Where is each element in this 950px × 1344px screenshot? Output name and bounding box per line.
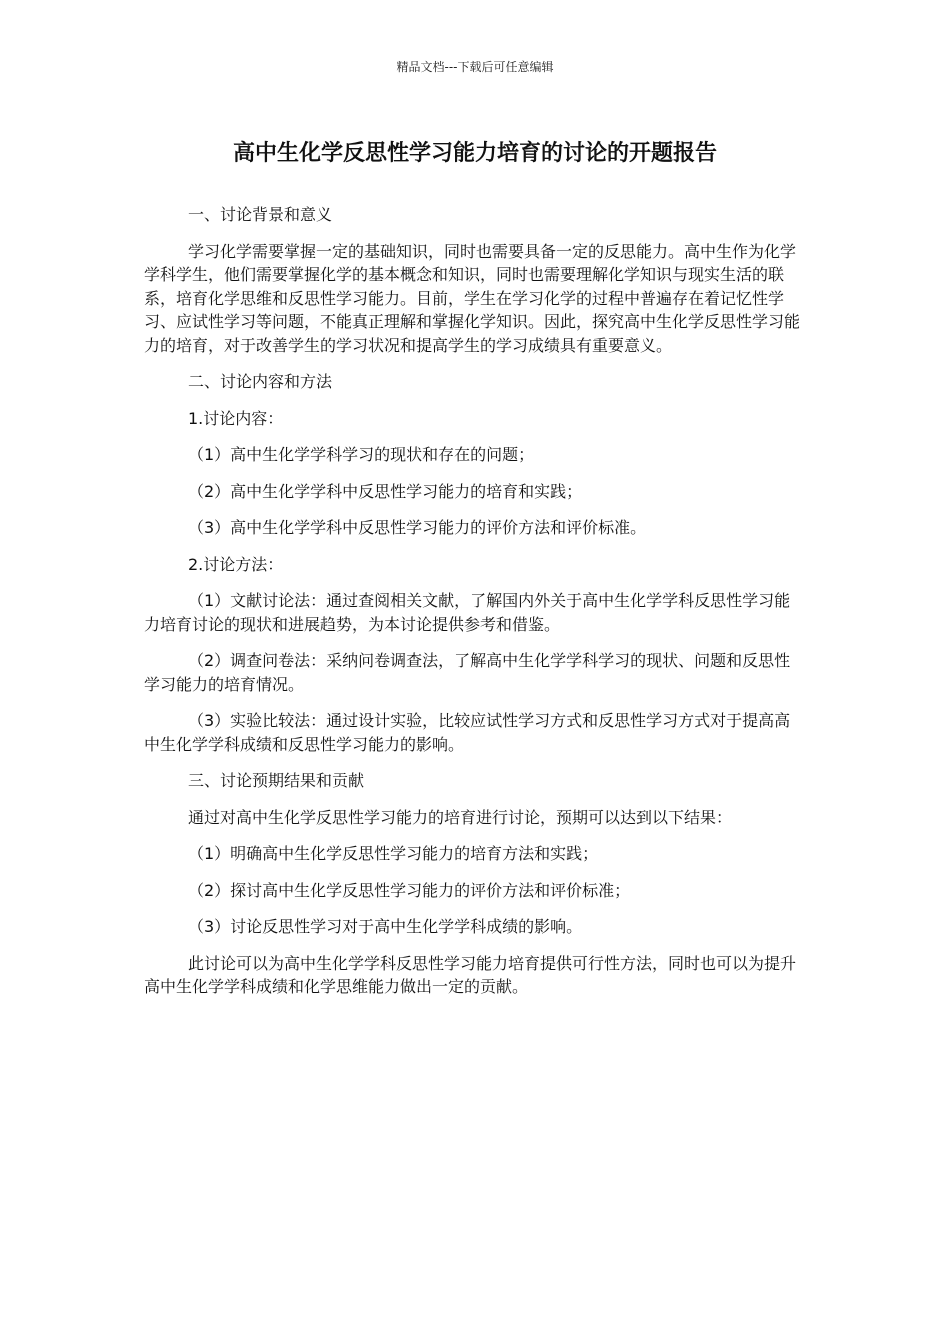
document-title: 高中生化学反思性学习能力培育的讨论的开题报告 <box>232 141 717 166</box>
section1-paragraph: 学习化学需要掌握一定的基础知识，同时也需要具备一定的反思能力。高中生作为化学学科学生，他们需要掌握化学的基本概念和知识，同时也需要理解化学知识与现实生活的联系，培育化学思维和反思性学习能力。目前，学生在学习化学的过程中普遍存在着记忆性学习、应试性学习等问题，不能真正理解和掌握化学知识。因此，探究高中生化学反思性学习能力的培育，对于改善学生的学习状况和提高学生的学习成绩具有重要意义。 <box>144 241 801 355</box>
result-item: （3）讨论反思性学习对于高中生化学学科成绩的影响。 <box>188 917 583 936</box>
content-item: （2）高中生化学学科中反思性学习能力的培育和实践； <box>188 481 583 501</box>
content-item: （3）高中生化学学科中反思性学习能力的评价方法和评价标准。 <box>188 518 647 537</box>
section1-heading: 一、讨论背景和意义 <box>188 205 333 224</box>
result-item: （2）探讨高中生化学反思性学习能力的评价方法和评价标准； <box>188 880 631 900</box>
content-subheading: 1.讨论内容： <box>188 408 284 428</box>
methods-subheading: 2.讨论方法： <box>188 554 284 574</box>
section3-heading: 三、讨论预期结果和贡献 <box>188 771 365 790</box>
method-item: （3）实验比较法：通过设计实验，比较应试性学习方式和反思性学习方式对于提高高中生化学学科成绩和反思性学习能力的影响。 <box>144 711 791 754</box>
document-body <box>144 203 806 999</box>
content-item: （1）高中生化学学科学习的现状和存在的问题； <box>188 445 535 464</box>
method-item: （2）调查问卷法：采纳问卷调查法，了解高中生化学学科学习的现状、问题和反思性学习能力的培育情况。 <box>144 651 791 694</box>
section3-intro: 通过对高中生化学反思性学习能力的培育进行讨论，预期可以达到以下结果： <box>188 807 733 827</box>
page-header-note: 精品文档---下载后可任意编辑 <box>396 60 554 74</box>
section2-heading: 二、讨论内容和方法 <box>188 372 333 391</box>
conclusion-paragraph: 此讨论可以为高中生化学学科反思性学习能力培育提供可行性方法，同时也可以为提升高中生化学学科成绩和化学思维能力做出一定的贡献。 <box>144 953 797 996</box>
method-item: （1）文献讨论法：通过查阅相关文献，了解国内外关于高中生化学学科反思性学习能力培育讨论的现状和进展趋势，为本讨论提供参考和借鉴。 <box>144 591 791 634</box>
result-item: （1）明确高中生化学反思性学习能力的培育方法和实践； <box>188 844 599 863</box>
